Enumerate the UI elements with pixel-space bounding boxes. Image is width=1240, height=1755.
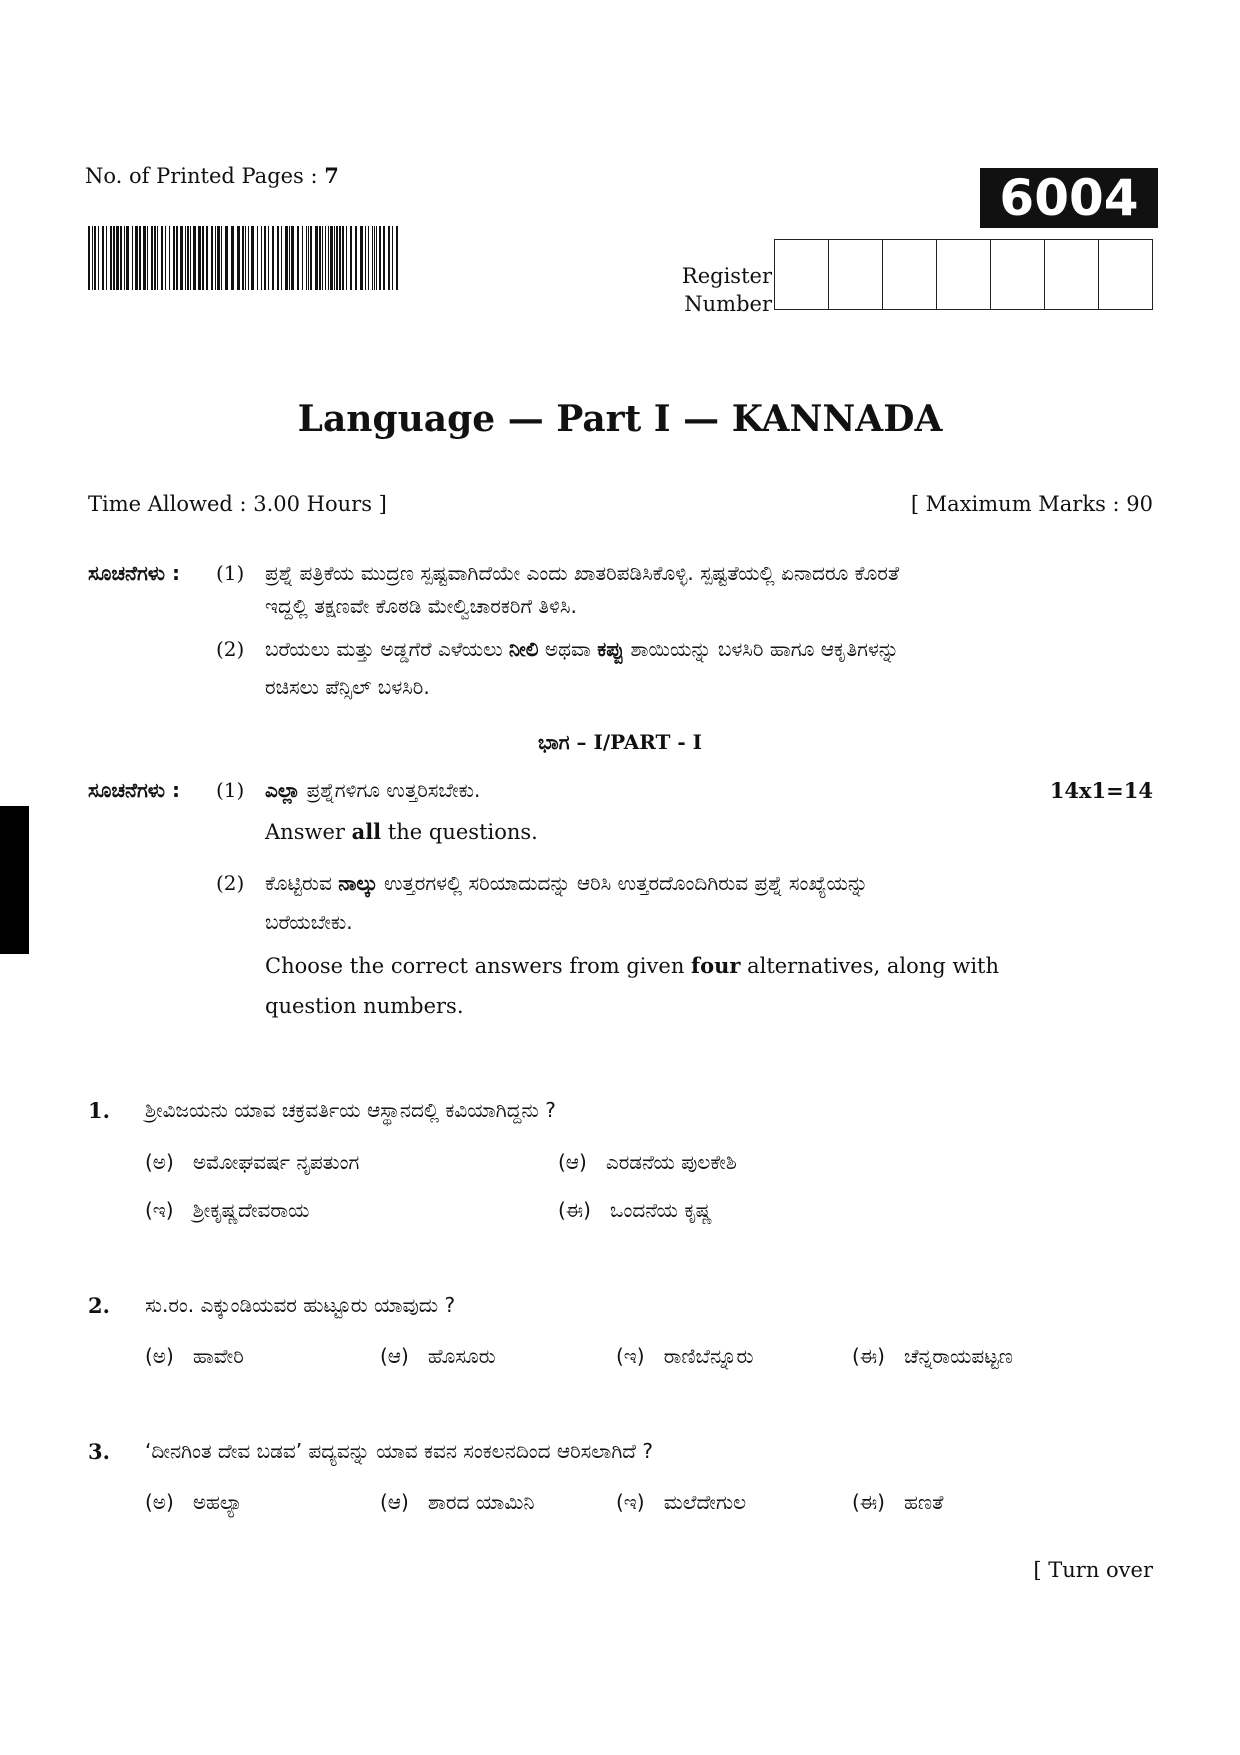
barcode-bar: [132, 226, 133, 290]
question-number: 2.: [88, 1293, 110, 1318]
paper-code: 6004: [980, 168, 1158, 228]
barcode-bar: [98, 226, 99, 290]
text-span: ಉತ್ತರಗಳಲ್ಲಿ ಸರಿಯಾದುದನ್ನು ಆರಿಸಿ ಉತ್ತರದೊಂದಿಗಿರುವ ಪ್ರಶ್ನೆ ಸಂಖ್ಯೆಯನ್ನು: [377, 871, 869, 895]
barcode-bar: [245, 226, 246, 290]
text-span: Answer: [265, 820, 352, 844]
option-text: ಒಂದನೆಯ ಕೃಷ್ಣ: [610, 1198, 713, 1222]
option[interactable]: [558, 1198, 712, 1222]
barcode-bar: [202, 226, 204, 290]
option-text: ಅಮೋಘವರ್ಷ ನೃಪತುಂಗ: [192, 1150, 360, 1174]
option[interactable]: [145, 1150, 359, 1174]
register-digit-box[interactable]: [829, 240, 883, 309]
register-digit-box[interactable]: [991, 240, 1045, 309]
barcode-bar: [110, 226, 112, 290]
option[interactable]: [852, 1344, 1013, 1368]
barcode-bar: [285, 226, 288, 290]
register-digit-box[interactable]: [775, 240, 829, 309]
option-label: (ಇ): [616, 1490, 645, 1514]
instructions-label: ಸೂಚನೆಗಳು :: [88, 561, 180, 585]
barcode-bar: [277, 226, 279, 290]
barcode-bar: [365, 226, 366, 290]
option[interactable]: [145, 1490, 243, 1514]
barcode-bar: [94, 226, 96, 290]
barcode-bar: [360, 226, 363, 290]
barcode-bar: [342, 226, 344, 290]
text-span-bold: ನಾಲ್ಕು: [338, 871, 378, 895]
instruction-number: (1): [216, 778, 245, 802]
text-span: Choose the correct answers from given: [265, 954, 692, 978]
text-span: the questions.: [381, 820, 538, 844]
register-digit-box[interactable]: [937, 240, 991, 309]
option[interactable]: [616, 1490, 746, 1514]
text-span: ಪ್ರಶ್ನೆಗಳಿಗೂ ಉತ್ತರಿಸಬೇಕು.: [300, 778, 481, 802]
barcode-bar: [242, 226, 244, 290]
instruction-number: (2): [216, 871, 245, 895]
option[interactable]: [380, 1490, 535, 1514]
instruction-text: [265, 778, 480, 802]
question-number: 3.: [88, 1439, 110, 1464]
barcode-bar: [225, 226, 228, 290]
option-text: ಎರಡನೆಯ ಪುಲಕೇಶಿ: [605, 1150, 737, 1174]
barcode-bar: [325, 226, 326, 290]
time-allowed: Time Allowed : 3.00 Hours ]: [88, 492, 387, 516]
barcode-bar: [330, 226, 333, 290]
barcode-bar: [193, 226, 196, 290]
register-number-label: [660, 262, 772, 318]
option-text: ಹಾವೇರಿ: [192, 1344, 244, 1368]
section-heading: [0, 730, 1240, 754]
option-label: (ಅ): [145, 1344, 174, 1368]
barcode-bar: [339, 226, 341, 290]
barcode-bar: [328, 226, 329, 290]
instruction-number: (1): [216, 561, 245, 585]
barcode-bar: [187, 226, 189, 290]
option[interactable]: [145, 1198, 309, 1222]
option[interactable]: [145, 1344, 244, 1368]
barcode-bar: [248, 226, 249, 290]
paper-title: Language — Part I — KANNADA: [297, 398, 943, 440]
printed-pages-value: 7: [324, 163, 339, 188]
barcode-bar: [392, 226, 393, 290]
barcode-bar: [388, 226, 390, 290]
option-label: (ಆ): [558, 1150, 587, 1174]
section-instructions-label: ಸೂಚನೆಗಳು :: [88, 778, 180, 802]
barcode-bar: [116, 226, 119, 290]
register-number-boxes[interactable]: [774, 239, 1153, 310]
text-span-bold: all: [351, 819, 382, 844]
barcode-bar: [346, 226, 347, 290]
barcode-bar: [102, 226, 104, 290]
section-heading-en: – I/PART - I: [569, 730, 702, 754]
barcode-bar: [92, 226, 93, 290]
text-span-bold: ಕಪ್ಪು: [597, 637, 625, 661]
option-label: (ಅ): [145, 1490, 174, 1514]
barcode-bar: [302, 226, 303, 290]
instruction-text-en: [265, 819, 538, 844]
barcode-bar: [221, 226, 222, 290]
instruction-text: ಪ್ರಶ್ನೆ ಪತ್ರಿಕೆಯ ಮುದ್ರಣ ಸ್ಪಷ್ಟವಾಗಿದೆಯೇ ಎಂದು ಖಾತರಿಪಡಿಸಿಕೊಳ್ಳಿ. ಸ್ಪಷ್ಟತೆಯಲ್ಲಿ ಏನಾದರೂ ಕೊರತೆ: [265, 561, 900, 585]
option-text: ಹಣತೆ: [904, 1490, 944, 1514]
barcode-bar: [135, 226, 138, 290]
option-text: ಹೊಸೂರು: [427, 1344, 496, 1368]
option-label: (ಆ): [380, 1344, 409, 1368]
barcode-bar: [237, 226, 240, 290]
register-digit-box[interactable]: [1099, 240, 1152, 309]
instruction-text: ಇದ್ದಲ್ಲಿ ತಕ್ಷಣವೇ ಕೊಠಡಿ ಮೇಲ್ವಿಚಾರಕರಿಗೆ ತಿಳಿಸಿ.: [265, 594, 577, 618]
option[interactable]: [380, 1344, 496, 1368]
text-span: ಬರೆಯಲು ಮತ್ತು ಅಡ್ಡಗೆರೆ ಎಳೆಯಲು: [265, 637, 509, 661]
barcode-bar: [272, 226, 274, 290]
barcode-bar: [264, 226, 266, 290]
option-label: (ಅ): [145, 1150, 174, 1174]
barcode-bar: [165, 226, 166, 290]
instruction-text: [265, 871, 1145, 895]
barcode-bar: [374, 226, 375, 290]
barcode-bar: [306, 226, 307, 290]
register-label-line-1: Register: [681, 264, 772, 288]
instruction-text: ಬರೆಯಬೇಕು.: [265, 910, 353, 934]
question-text: ಶ್ರೀವಿಜಯನು ಯಾವ ಚಕ್ರವರ್ತಿಯ ಆಸ್ಥಾನದಲ್ಲಿ ಕವಿಯಾಗಿದ್ದನು ?: [145, 1098, 556, 1122]
barcode-bar: [261, 226, 262, 290]
barcode-bar: [126, 226, 129, 290]
barcode-bar: [376, 226, 377, 290]
instruction-text-en: [265, 953, 1155, 978]
option[interactable]: [558, 1150, 737, 1174]
printed-pages: [85, 163, 339, 188]
section-marks: 14x1=14: [1049, 778, 1153, 803]
text-span: ಕೊಟ್ಟಿರುವ: [265, 871, 339, 895]
barcode-bar: [211, 226, 213, 290]
option-label: (ಆ): [380, 1490, 409, 1514]
question-number: 1.: [88, 1098, 110, 1123]
register-label-line-2: Number: [684, 292, 772, 316]
instruction-text: [265, 637, 1155, 661]
question-text: ಸು.ರಂ. ಎಕ್ಕುಂಡಿಯವರ ಹುಟ್ಟೂರು ಯಾವುದು ?: [145, 1293, 456, 1317]
turn-over: [ Turn over: [1033, 1558, 1153, 1582]
option-label: (ಈ): [558, 1198, 591, 1222]
text-span: alternatives, along with: [740, 954, 1000, 978]
barcode-bar: [322, 226, 323, 290]
text-span-bold: ಎಲ್ಲಾ: [265, 778, 301, 802]
barcode-bar: [257, 226, 258, 290]
barcode-bar: [251, 226, 254, 290]
option-text: ಚೆನ್ನರಾಯಪಟ್ಟಣ: [904, 1344, 1013, 1368]
option[interactable]: [616, 1344, 753, 1368]
barcode-bar: [113, 226, 115, 290]
barcode-bar: [120, 226, 122, 290]
barcode-bar: [157, 226, 158, 290]
barcode-bar: [217, 226, 220, 290]
barcode: [88, 226, 400, 290]
barcode-bar: [308, 226, 309, 290]
barcode-bar: [206, 226, 208, 290]
barcode-bar: [143, 226, 146, 290]
barcode-bar: [190, 226, 191, 290]
instruction-number: (2): [216, 637, 245, 661]
instruction-text-en: question numbers.: [265, 994, 464, 1018]
option-text: ಅಹಲ್ಯಾ: [192, 1490, 243, 1514]
barcode-bar: [289, 226, 290, 290]
question-text: ‘ದೀನಗಿಂತ ದೇವ ಬಡವ’ ಪದ್ಯವನ್ನು ಯಾವ ಕವನ ಸಂಕಲನದಿಂದ ಆರಿಸಲಾಗಿದೆ ?: [145, 1439, 653, 1463]
barcode-bar: [368, 226, 369, 290]
barcode-bar: [350, 226, 352, 290]
option-label: (ಇ): [145, 1198, 174, 1222]
barcode-bar: [336, 226, 338, 290]
text-span-bold: four: [691, 953, 741, 978]
barcode-bar: [334, 226, 335, 290]
barcode-bar: [396, 226, 398, 290]
barcode-bar: [154, 226, 156, 290]
text-span-bold: ನೀಲಿ: [508, 637, 539, 661]
option-text: ಶಾರದ ಯಾಮಿನಿ: [427, 1490, 535, 1514]
instruction-text: ರಚಿಸಲು ಪೆನ್ಸಿಲ್ ಬಳಸಿರಿ.: [265, 675, 430, 699]
barcode-bar: [185, 226, 186, 290]
option-text: ಶ್ರೀಕೃಷ್ಣದೇವರಾಯ: [192, 1198, 310, 1222]
option-label: (ಈ): [852, 1490, 885, 1514]
barcode-bar: [319, 226, 321, 290]
barcode-bar: [281, 226, 282, 290]
barcode-bar: [151, 226, 153, 290]
section-heading-kn: ಭಾಗ: [538, 730, 570, 754]
option[interactable]: [852, 1490, 944, 1514]
barcode-bar: [215, 226, 216, 290]
barcode-bar: [176, 226, 178, 290]
barcode-bar: [139, 226, 141, 290]
barcode-bar: [169, 226, 170, 290]
barcode-bar: [180, 226, 183, 290]
barcode-bar: [383, 226, 385, 290]
register-digit-box[interactable]: [883, 240, 937, 309]
barcode-bar: [310, 226, 312, 290]
maximum-marks: [ Maximum Marks : 90: [910, 492, 1153, 516]
barcode-bar: [379, 226, 381, 290]
barcode-bar: [231, 226, 234, 290]
barcode-bar: [161, 226, 163, 290]
text-span: ಶಾಯಿಯನ್ನು ಬಳಸಿರಿ ಹಾಗೂ ಆಕೃತಿಗಳನ್ನು: [624, 637, 899, 661]
barcode-bar: [291, 226, 294, 290]
option-text: ರಾಣಿಬೆನ್ನೂರು: [663, 1344, 754, 1368]
barcode-bar: [88, 226, 90, 290]
barcode-bar: [355, 226, 357, 290]
barcode-bar: [124, 226, 125, 290]
barcode-bar: [147, 226, 148, 290]
barcode-bar: [173, 226, 175, 290]
barcode-bar: [372, 226, 373, 290]
option-label: (ಇ): [616, 1344, 645, 1368]
barcode-bar: [106, 226, 107, 290]
barcode-bar: [297, 226, 299, 290]
register-digit-box[interactable]: [1045, 240, 1099, 309]
barcode-bar: [198, 226, 201, 290]
barcode-bar: [268, 226, 269, 290]
barcode-bar: [315, 226, 318, 290]
option-label: (ಈ): [852, 1344, 885, 1368]
margin-marker: [0, 806, 29, 954]
option-text: ಮಲೆದೇಗುಲ: [663, 1490, 747, 1514]
printed-pages-label: No. of Printed Pages :: [85, 164, 318, 188]
text-span: ಅಥವಾ: [538, 637, 598, 661]
